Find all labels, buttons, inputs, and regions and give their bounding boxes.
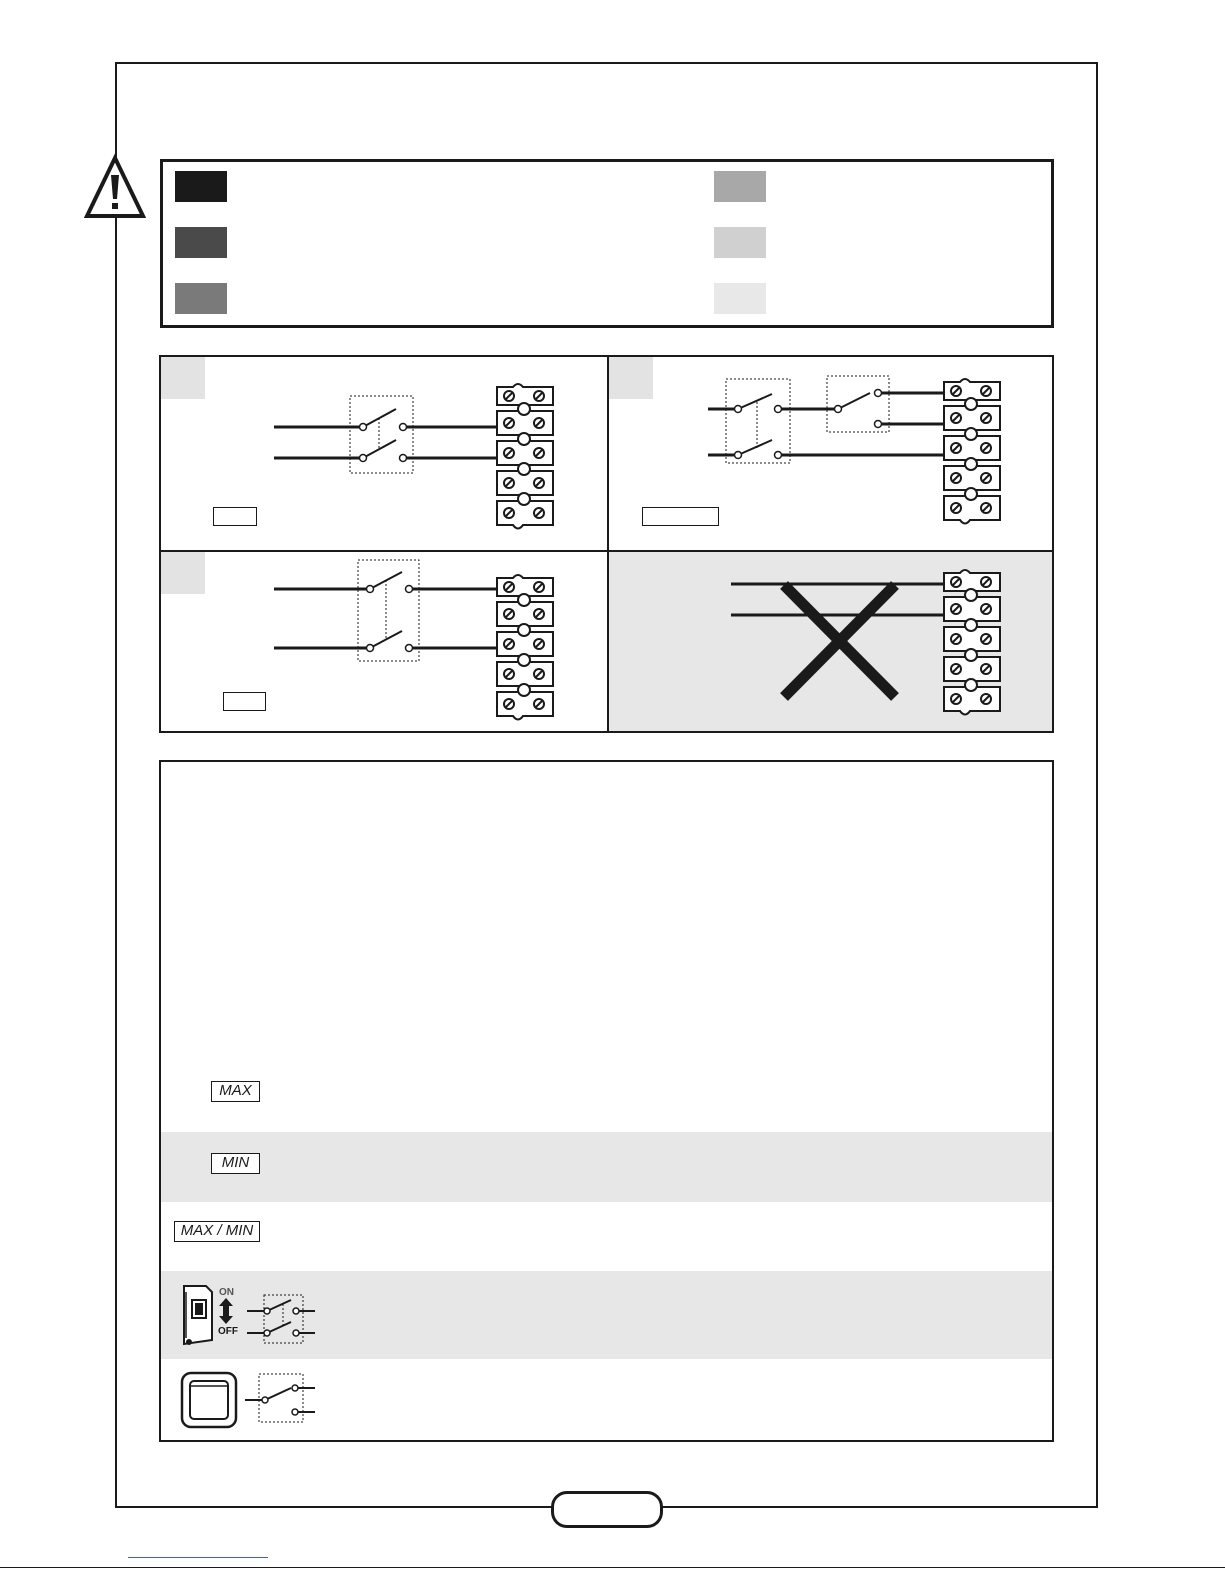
breaker-on-label: ON <box>219 1287 234 1298</box>
page-number-box <box>551 1491 663 1528</box>
terminal-block-3 <box>495 572 555 728</box>
footer-link-underline <box>128 1557 268 1558</box>
single-switch-symbol <box>245 1372 317 1426</box>
breaker-off-label: OFF <box>218 1326 238 1337</box>
footer-rule <box>0 1567 1225 1568</box>
terminal-block-4 <box>942 567 1002 723</box>
max-min-tag: MAX / MIN <box>174 1221 260 1242</box>
double-switch-symbol <box>247 1293 319 1347</box>
terminal-block-1 <box>495 381 555 537</box>
wall-switch-icon <box>180 1371 238 1429</box>
max-tag: MAX <box>211 1081 260 1102</box>
min-tag: MIN <box>211 1153 260 1174</box>
terminal-block-2 <box>942 376 1002 532</box>
circuit-breaker-icon <box>172 1282 242 1350</box>
row-min-bg <box>161 1132 1052 1202</box>
